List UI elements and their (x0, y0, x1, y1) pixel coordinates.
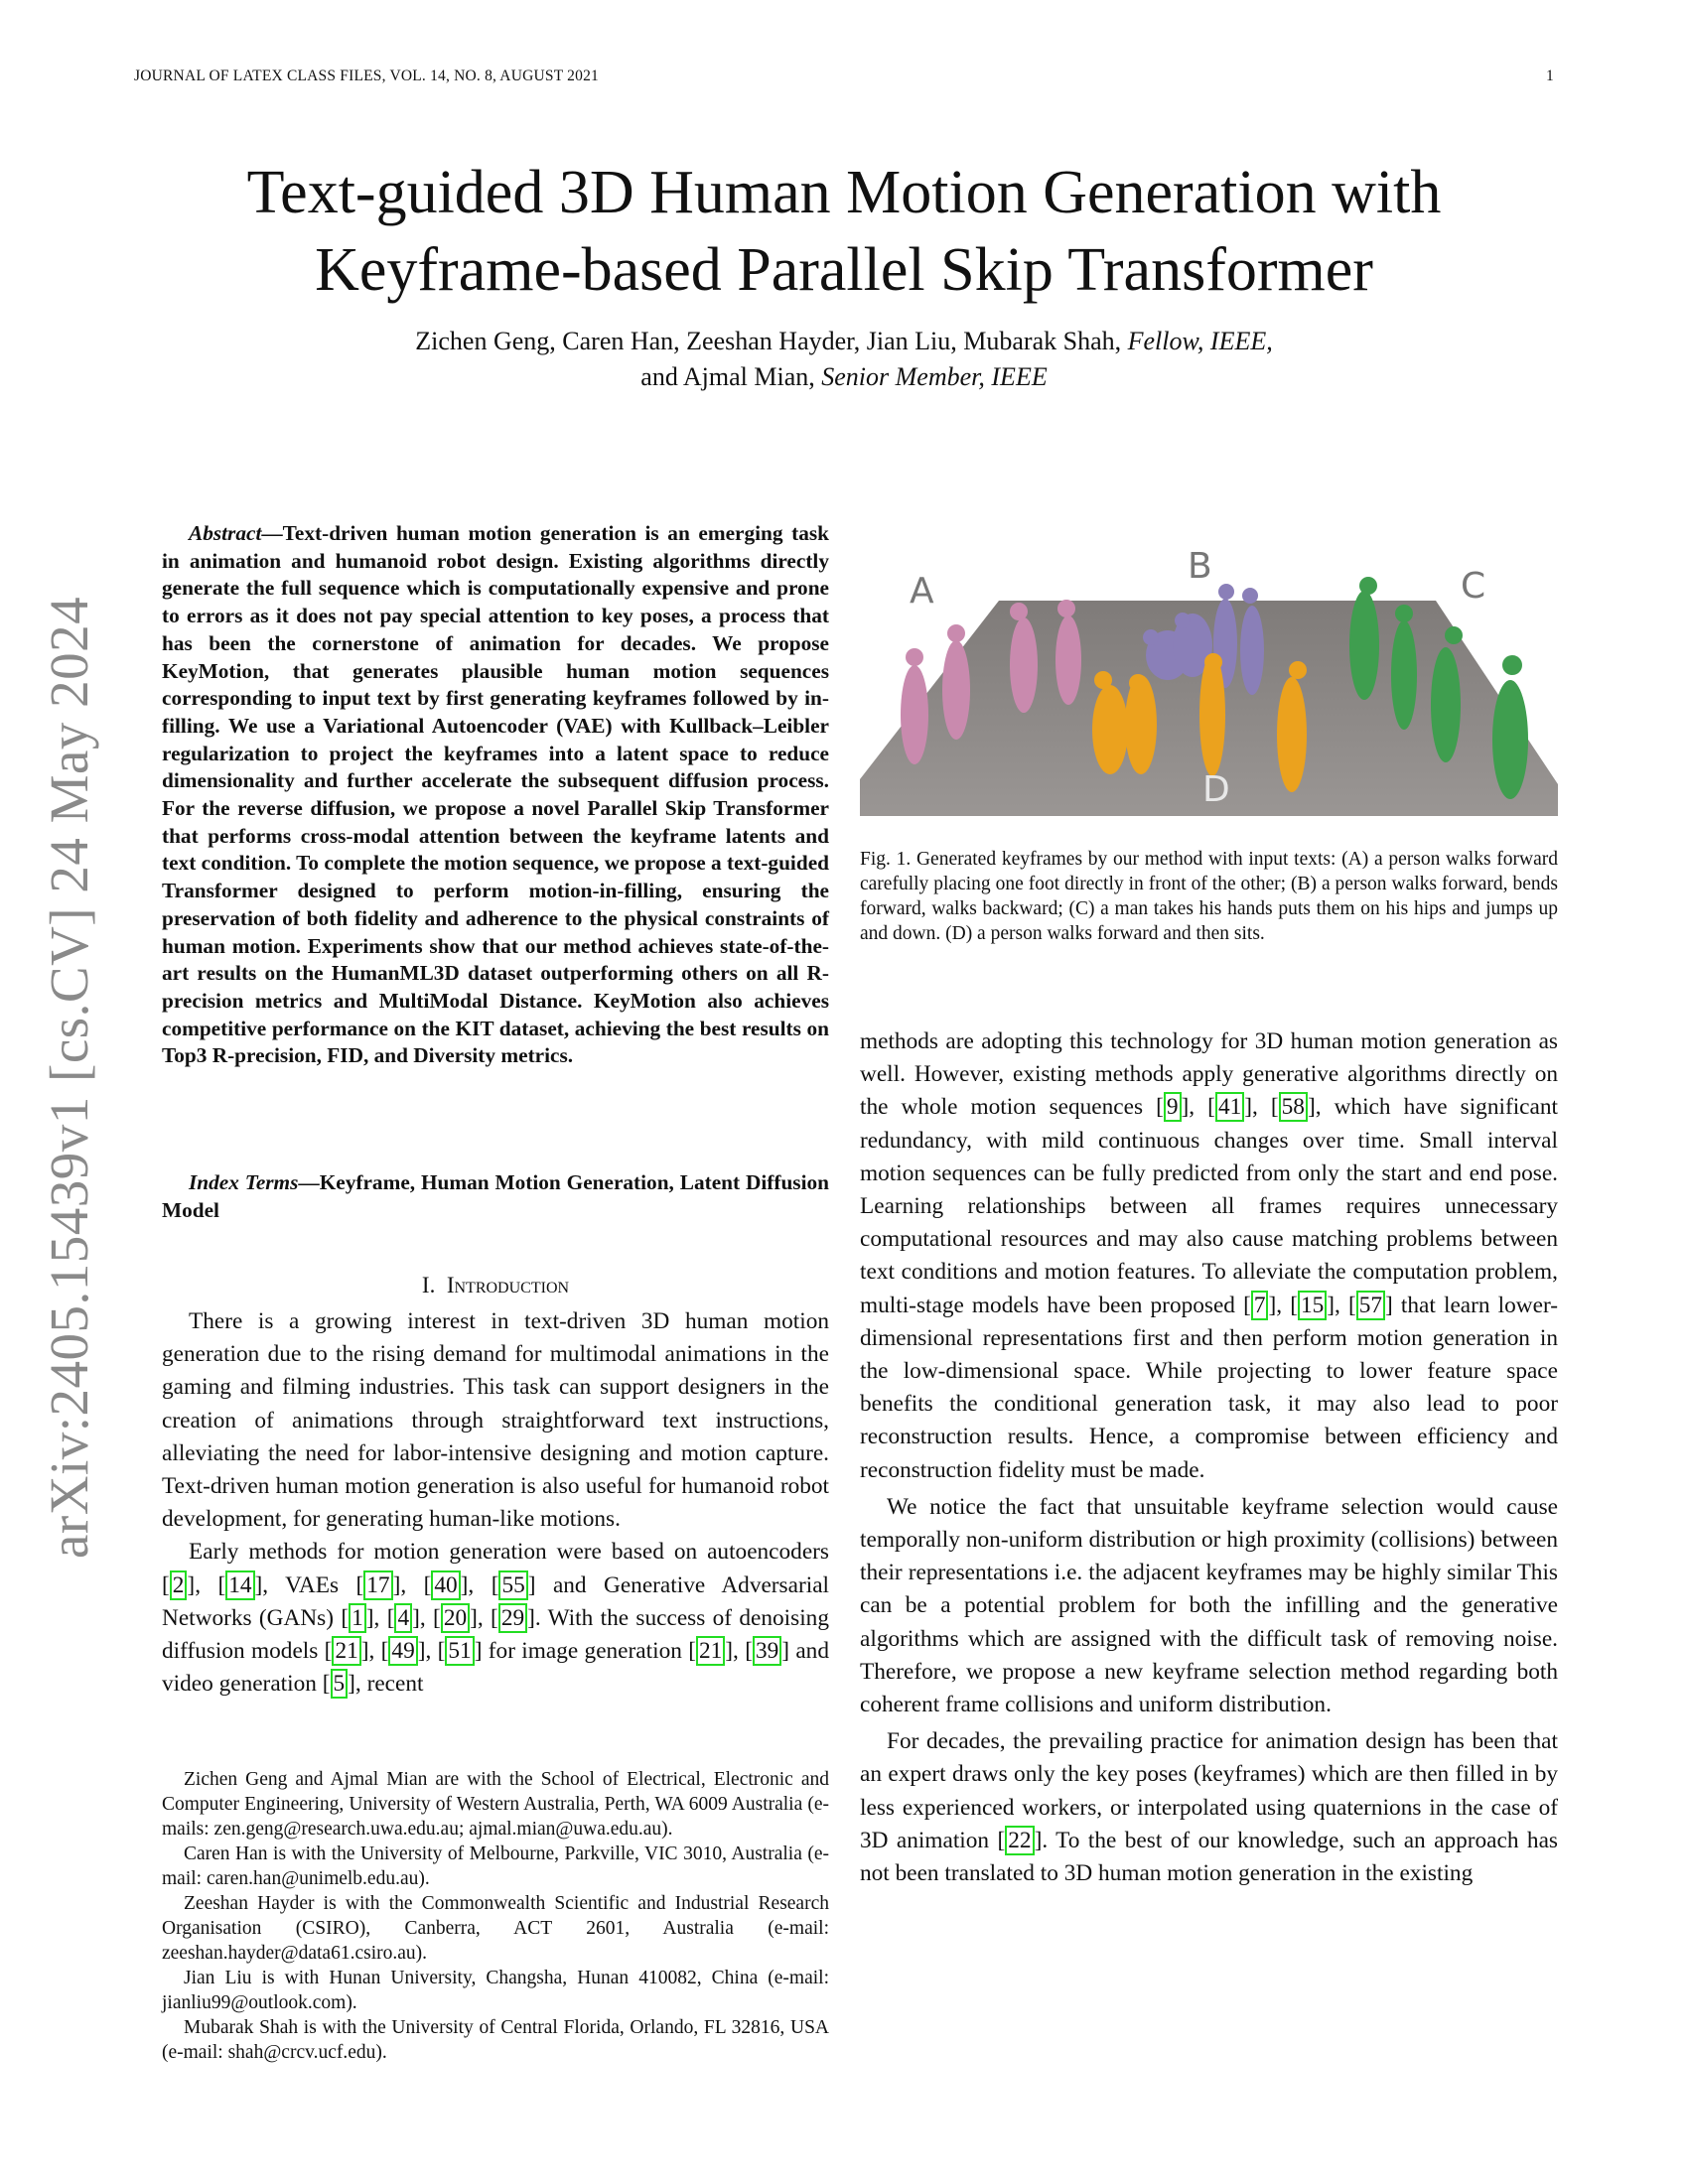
citation-link[interactable]: 1 (349, 1603, 366, 1633)
citation-link[interactable]: 20 (441, 1603, 470, 1633)
figure-label-c: C (1461, 566, 1486, 607)
citation-link[interactable]: 14 (225, 1570, 254, 1600)
citation-link[interactable]: 49 (388, 1636, 417, 1666)
intro-paragraph-4: We notice the fact that unsuitable keyframe selection would cause temporally non-uniform distribution or high proximity (collisions) between their representations i.e. the adjacent keyframes may be highly similar This can be a potential problem for both the infilling and the generative algorithms which are assigned with the difficult task of removing noise. Therefore, we propose a new keyframe selection method regarding both coherent frame collisions and uniform distribution. (860, 1493, 1558, 1718)
index-terms-text: —Keyframe, Human Motion Generation, Latent Diffusion Model (162, 1170, 829, 1222)
author-names-2: and Ajmal Mian, (640, 362, 822, 391)
author-list (0, 324, 1688, 395)
citation-link[interactable]: 22 (1005, 1826, 1034, 1855)
citation-link[interactable]: 57 (1356, 1291, 1385, 1320)
footnote: Zichen Geng and Ajmal Mian are with the School of Electrical, Electronic and Computer Engineering, University of Western Australia, Perth, WA 6009 Australia (e-mails: zen.geng@research.uwa.edu.au; ajmal.mian@uwa.edu.au). (162, 1769, 829, 1840)
author-role-1: Fellow, IEEE, (1127, 327, 1273, 355)
citation-link[interactable]: 9 (1164, 1092, 1182, 1122)
citation-link[interactable]: 51 (445, 1636, 474, 1666)
section-heading (162, 1273, 829, 1298)
section-title: Introduction (446, 1273, 570, 1297)
footnotes (162, 1767, 829, 2065)
footnote: Jian Liu is with Hunan University, Changsha, Hunan 410082, China (e-mail: jianliu99@outlook.com). (162, 1968, 829, 2013)
citation-link[interactable]: 55 (498, 1570, 527, 1600)
citation-link[interactable]: 2 (170, 1570, 188, 1600)
intro-left-column (162, 1305, 829, 1701)
citation-link[interactable]: 40 (431, 1570, 460, 1600)
intro-paragraph-2: Early methods for motion generation were based on autoencoders [ 2 ], [ 14 ], VAEs [ 17 ], [ 40 ], [ 55 ] and Generative Adversarial Networks (GANs) [ 1 ], [ 4 ], [ 20 ], [ 29 ]. With the success of denoising diffusion models [ 21 ], [ 49 ], [ 51 ] for image generation [ 21 ], [ 39 ] and video generation [ 5 ], recent (162, 1539, 830, 1698)
footnote: Caren Han is with the University of Melbourne, Parkville, VIC 3010, Australia (e-mail: caren.han@unimelb.edu.au). (162, 1843, 829, 1889)
running-header (134, 68, 1554, 85)
figure-label-b: B (1188, 546, 1212, 587)
figure-1-caption: Fig. 1. Generated keyframes by our method with input texts: (A) a person walks forward carefully placing one foot directly in front of the other; (B) a person walks forward, bends forward, walks backward; (C) a man takes his hands puts them on his hips and jumps up and down. (D) a person walks forward and then sits. (860, 849, 1558, 944)
index-terms-label: Index Terms (189, 1170, 299, 1194)
footnote: Zeeshan Hayder is with the Commonwealth Scientific and Industrial Research Organisation (CSIRO), Canberra, ACT 2601, Australia (e-mail: zeeshan.hayder@data61.csiro.au). (162, 1893, 829, 1964)
intro-right-column (860, 1025, 1558, 1890)
citation-link[interactable]: 21 (696, 1636, 725, 1666)
citation-link[interactable]: 39 (753, 1636, 781, 1666)
author-names-1: Zichen Geng, Caren Han, Zeeshan Hayder, Jian Liu, Mubarak Shah, (415, 327, 1128, 355)
intro-paragraph-3: methods are adopting this technology for 3D human motion generation as well. However, existing methods apply generative algorithms directly on the whole motion sequences [ 9 ], [ 41 ], [ 58 ], which have significant redundancy, with mild continuous changes over time. Small interval motion sequences can be fully predicted from only the start and end pose. Learning relationships between all frames requires unnecessary computational resources and may also cause matching problems between text conditions and motion features. To alleviate the computation problem, multi-stage models have been proposed [ 7 ], [ 15 ], [ 57 ] that learn lower-dimensional representations first and then perform motion generation in the low-dimensional space. While projecting to lower feature space benefits the conditional generation task, it may also lead to poor reconstruction results. Hence, a compromise between efficiency and reconstruction fidelity must be made. (860, 1028, 1558, 1483)
abstract-text: —Text-driven human motion generation is an emerging task in animation and humanoid robot design. Existing algorithms directly generate the full sequence which is computationally expensive and prone to errors as it does not pay special attention to key poses, a process that has been the cornerstone of animation for decades. We propose KeyMotion, that generates plausible human motion sequences corresponding to input text by first generating keyframes followed by in-filling. We use a Variational Autoencoder (VAE) with Kullback–Leibler regularization to project the keyframes into a latent space to reduce dimensionality and further accelerate the subsequent diffusion process. For the reverse diffusion, we propose a novel Parallel Skip Transformer that performs cross-modal attention between the keyframe latents and text condition. To complete the motion sequence, we propose a text-guided Transformer designed to perform motion-in-filling, ensuring the preservation of both fidelity and adherence to the physical constraints of human motion. Experiments show that our method achieves state-of-the-art results on the HumanML3D dataset outperforming others on all R-precision metrics and MultiModal Distance. KeyMotion also achieves competitive performance on the KIT dataset, achieving the best results on Top3 R-precision, FID, and Diversity metrics. (162, 521, 829, 1068)
figure-1-keyframes (860, 526, 1558, 816)
citation-link[interactable]: 21 (332, 1636, 360, 1666)
intro-paragraph-1: There is a growing interest in text-driven 3D human motion generation due to the rising demand for multimodal animations in the gaming and filming industries. This task can support designers in the creation of animations through straightforward text instructions, alleviating the need for labor-intensive designing and motion capture. Text-driven human motion generation is also useful for humanoid robot development, for generating human-like motions. (162, 1308, 829, 1533)
citation-link[interactable]: 7 (1251, 1291, 1269, 1320)
abstract (162, 520, 829, 1070)
figure-label-d: D (1202, 769, 1230, 810)
arxiv-stamp[interactable]: arXiv:2405.15439v1 [cs.CV] 24 May 2024 (39, 596, 99, 1559)
paper-title (0, 154, 1688, 309)
page-number: 1 (1546, 68, 1554, 84)
citation-link[interactable]: 15 (1298, 1291, 1327, 1320)
index-terms (162, 1169, 829, 1224)
journal-name: JOURNAL OF LATEX CLASS FILES, VOL. 14, NO. 8, AUGUST 2021 (134, 68, 599, 84)
title-line-1: Text-guided 3D Human Motion Generation with (246, 159, 1442, 226)
footnote: Mubarak Shah is with the University of Central Florida, Orlando, FL 32816, USA (e-mail: shah@crcv.ucf.edu). (162, 2017, 829, 2063)
citation-link[interactable]: 4 (394, 1603, 412, 1633)
intro-paragraph-5: For decades, the prevailing practice for animation design has been that an expert draws only the key poses (keyframes) which are then filled in by less experienced workers, or interpolated using quaternions in the case of 3D animation [ 22 ]. To the best of our knowledge, such an approach has not been translated to 3D human motion generation in the existing (860, 1728, 1558, 1887)
author-role-2: Senior Member, IEEE (821, 362, 1048, 391)
abstract-label: Abstract (189, 521, 262, 545)
citation-link[interactable]: 58 (1279, 1092, 1308, 1122)
citation-link[interactable]: 17 (363, 1570, 392, 1600)
citation-link[interactable]: 41 (1215, 1092, 1244, 1122)
citation-link[interactable]: 29 (498, 1603, 527, 1633)
section-number: I. (421, 1273, 436, 1297)
figure-label-a: A (910, 571, 934, 612)
title-line-2: Keyframe-based Parallel Skip Transformer (315, 236, 1373, 304)
citation-link[interactable]: 5 (331, 1669, 349, 1699)
